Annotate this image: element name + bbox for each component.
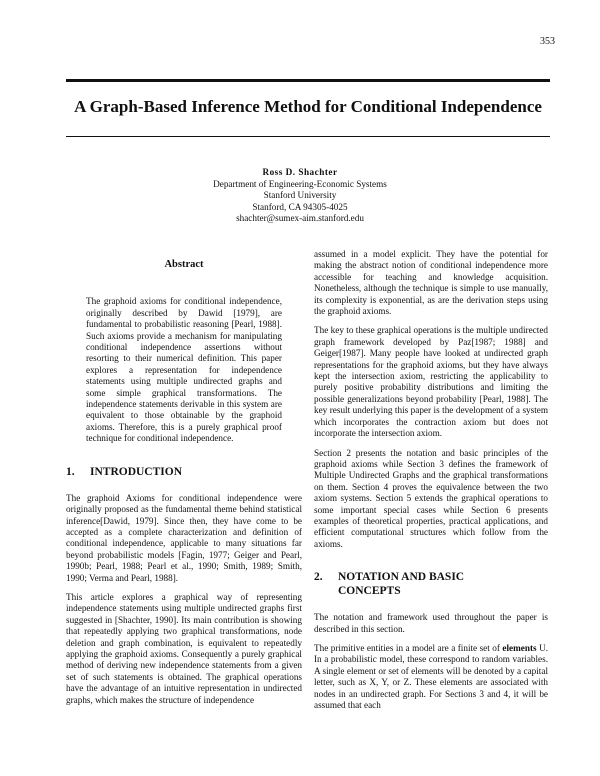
abstract-heading: Abstract (164, 259, 204, 270)
author-location: Stanford, CA 94305-4025 (252, 201, 348, 212)
section1-paragraph-1: The graphoid Axioms for conditional independence were originally proposed as the fundamental theme behind statistical inference[Dawid, 1979]. Since then, they have come to be accepted as a complete characterization and definition of conditional independence, applicable to many situations far beyond probabilistic models [Fagin, 1977; Geiger and Pearl, 1990b; Pearl, 1988; Pearl et al., 1990; Smith, 1989; Smith, 1990; Verma and Pearl, 1988]. (66, 492, 302, 583)
author-name: Ross D. Shachter (262, 167, 338, 177)
author-block (150, 167, 450, 225)
paper-title: A Graph-Based Inference Method for Conditional Independence (74, 97, 542, 116)
section2-p2-after: U. In a probabilistic model, these correspond to random variables. A single element or set of elements will be denoted by a capital letter, such as X, Y, or Z. These elements are associated with nodes in an undirected graph. For Sections 3 and 4, it will be assumed that each (314, 642, 548, 710)
section2-paragraph-1: The notation and framework used throughout the paper is described in this section. (314, 612, 548, 634)
section2-title-line1: NOTATION AND BASIC (338, 571, 465, 584)
section1-number: 1. (66, 465, 75, 478)
elements-term: elements (502, 642, 537, 653)
section2-paragraph-2 (314, 643, 548, 711)
section1-heading (66, 465, 302, 479)
left-column (66, 259, 302, 706)
section2-number: 2. (314, 571, 323, 584)
author-university: Stanford University (263, 190, 337, 201)
author-department: Department of Engineering-Economic Systems (213, 178, 387, 189)
right-paragraph-3: Section 2 presents the notation and basic principles of the graphoid axioms while Section 3 defines the framework of Multiple Undirected Graphs and the graphical transformations on them. Section 4 proves the equivalence between the two axiom systems. Section 5 extends the graphical operations to some important special cases while Section 6 presents examples of theoretical properties, practical applications, and efficient computational structures which follow from the axioms. (314, 447, 548, 549)
title-top-rule (66, 79, 550, 82)
section2-heading (314, 570, 548, 598)
section2-title-line2: CONCEPTS (338, 585, 401, 598)
title-bottom-rule (66, 136, 550, 137)
right-paragraph-1: assumed in a model explicit. They have the potential for making the abstract notion of conditional independence more accessible for teaching and knowledge acquisition. Nonetheless, although the technique is simple to use manually, its complexity is exponential, as are the derivation steps using the graphoid axioms. (314, 249, 548, 317)
section2-p2-before: The primitive entities in a model are a finite set of (314, 642, 503, 653)
author-email: shachter@sumex-aim.stanford.edu (236, 213, 364, 224)
right-column (314, 249, 548, 711)
section1-title: INTRODUCTION (90, 465, 183, 478)
section1-paragraph-2: This article explores a graphical way of representing independence statements using multiple undirected graphs first suggested in [Shachter, 1990]. Its main contribution is showing that repeatedly applying two graphical transformations, node deletion and graph combination, is equivalent to repeatedly applying the graphoid axioms. Consequently a purely graphical method of deriving new independence statements from a given set of such statements is obtained. The graphical operations have the advantage of an intuitive representation in undirected graphs, which makes the structure of independence (66, 591, 302, 705)
page-number: 353 (540, 36, 555, 47)
abstract-text: The graphoid axioms for conditional independence, originally described by Dawid [1979], are fundamental to probabilistic reasoning [Pearl, 1988]. Such axioms provide a mechanism for manipulating conditional independence assertions without resorting to their numerical definition. This paper explores a representation for independence statements using multiple undirected graphs and some simple graphical transformations. The independence statements derivable in this system are equivalent to those obtainable by the graphoid axioms. Therefore, this is a purely graphical proof technique for conditional independence. (86, 296, 282, 444)
right-paragraph-2: The key to these graphical operations is the multiple undirected graph framework developed by Paz[1987; 1988] and Geiger[1987]. Many people have looked at undirected graph representations for the graphoid axioms, but they have always kept the intersection axiom, restricting the applicability to purely positive probability distributions and limiting the possible generalizations beyond probability [Pearl, 1988]. The key result underlying this paper is the development of a system which incorporates the contraction axiom but does not incorporate the intersection axiom. (314, 325, 548, 439)
